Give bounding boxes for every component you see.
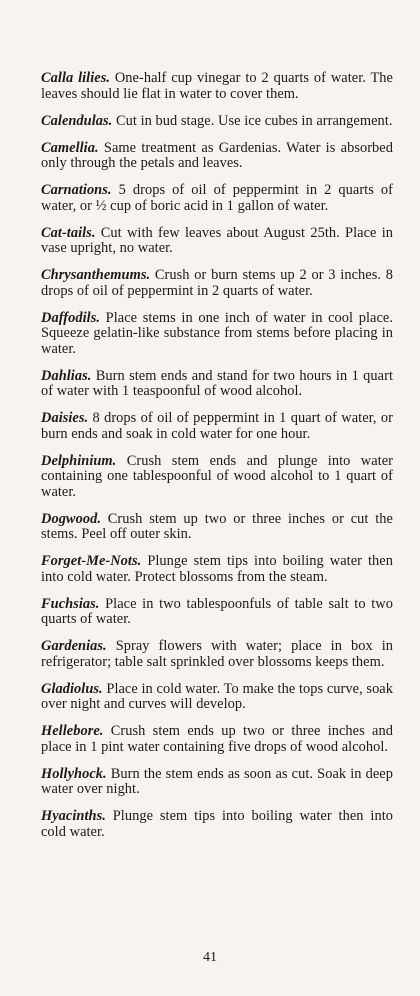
entry-term: Gladiolus. <box>41 680 103 697</box>
entry-term: Calla lilies. <box>41 70 111 86</box>
entry-forget-me-nots <box>41 554 393 585</box>
entry-term: Camellia. <box>41 139 99 156</box>
entry-gladiolus <box>41 682 393 713</box>
entry-text: Spray flowers with water; place in box in refrigerator; table salt sprinkled over blossoms keeps them. <box>41 638 393 670</box>
entry-cat-tails <box>41 226 393 257</box>
entry-term: Cat-tails. <box>41 224 96 241</box>
entry-text: Burn stem ends and stand for two hours in 1 quart of water with 1 teaspoonful of wood alcohol. <box>41 367 393 399</box>
entry-term: Dogwood. <box>41 510 101 527</box>
entry-term: Daffodils. <box>41 309 100 326</box>
entry-term: Hellebore. <box>41 723 104 739</box>
entry-term: Carnations. <box>41 182 112 198</box>
entry-text: Crush stem ends and plunge into water containing one tablespoonful of wood alcohol to 1 quart of water. <box>41 452 393 500</box>
entry-delphinium <box>41 454 393 501</box>
entry-dogwood <box>41 512 393 543</box>
entry-term: Hyacinths. <box>41 808 106 824</box>
entry-camellia <box>41 141 393 172</box>
entry-daisies <box>41 411 393 442</box>
entry-term: Forget-Me-Nots. <box>41 553 142 569</box>
entry-dahlias <box>41 369 393 400</box>
entry-text: Place in two tablespoonfuls of table salt to two quarts of water. <box>41 595 393 627</box>
entry-text: Same treatment as Gardenias. Water is absorbed only through the petals and leaves. <box>41 139 393 171</box>
entry-gardenias <box>41 639 393 670</box>
entry-fuchsias <box>41 597 393 628</box>
entry-text: 8 drops of oil of peppermint in 1 quart of water, or burn ends and soak in cold water for one hour. <box>41 410 393 442</box>
entry-calla-lilies <box>41 71 393 102</box>
entry-hollyhock <box>41 767 393 798</box>
entry-term: Chrysanthemums. <box>41 267 151 283</box>
page-number: 41 <box>203 950 217 965</box>
entry-text: Crush or burn stems up 2 or 3 inches. 8 drops of oil of peppermint in 2 quarts of water. <box>41 267 393 299</box>
entry-hellebore <box>41 724 393 755</box>
entry-daffodils <box>41 311 393 358</box>
entry-chrysanthemums <box>41 268 393 299</box>
entry-text: Plunge stem tips into boiling water then into cold water. Protect blossoms from the steam. <box>41 553 393 585</box>
entry-text: Crush stem up two or three inches or cut the stems. Peel off outer skin. <box>41 510 393 542</box>
entry-text: Burn the stem ends as soon as cut. Soak in deep water over night. <box>41 765 393 797</box>
entry-carnations <box>41 183 393 214</box>
entry-calendulas <box>41 114 393 130</box>
entry-text: Place in cold water. To make the tops curve, soak over night and curves will develop. <box>41 680 393 712</box>
entry-term: Calendulas. <box>41 112 113 129</box>
entry-term: Hollyhock. <box>41 765 107 782</box>
entry-text: One-half cup vinegar to 2 quarts of water. The leaves should lie flat in water to cover them. <box>41 70 393 102</box>
entry-text: Crush stem ends up two or three inches and place in 1 pint water containing five drops of wood alcohol. <box>41 723 393 755</box>
entry-text: 5 drops of oil of peppermint in 2 quarts of water, or ½ cup of boric acid in 1 gallon of water. <box>41 182 394 214</box>
entry-text: Cut with few leaves about August 25th. Place in vase upright, no water. <box>41 224 393 256</box>
entry-hyacinths <box>41 809 393 840</box>
entry-text: Cut in bud stage. Use ice cubes in arrangement. <box>115 112 393 129</box>
entry-term: Dahlias. <box>41 367 92 384</box>
entry-term: Fuchsias. <box>41 595 100 612</box>
entry-text: Plunge stem tips into boiling water then into cold water. <box>41 808 393 840</box>
entry-term: Gardenias. <box>41 638 107 654</box>
entry-term: Delphinium. <box>41 452 117 469</box>
entry-text: Place stems in one inch of water in cool place. Squeeze gelatin-like substance from stems before placing in water. <box>41 309 393 357</box>
flower-care-entries <box>41 71 393 852</box>
entry-term: Daisies. <box>41 410 89 426</box>
